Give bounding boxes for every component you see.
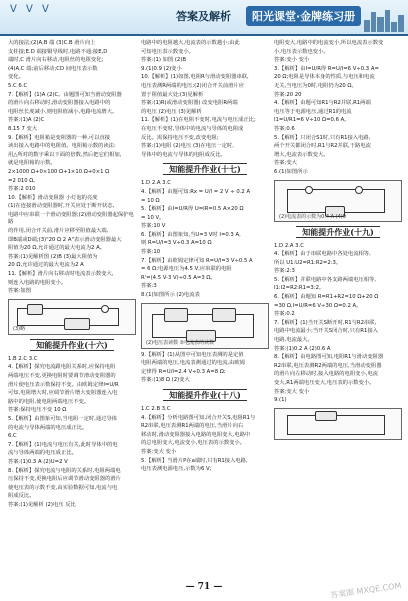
answer-line: 1.D 2.A 3.C [274, 242, 304, 249]
answer-line: 答案:(1)0.2 A (2)0.6 A [274, 345, 331, 352]
answer-line: 端时,C 滑片向右移动,电阻丝的电阻变化; [8, 57, 104, 64]
answer-line: 则连入电路的电阻变小。 [8, 279, 67, 286]
answer-line: 20 Ω;电阻是导体本身的性质,与电压和电流 [274, 74, 375, 81]
answer-line: 4.【解析】探究电流跟电阻关系时,应保持电阻 [8, 364, 116, 371]
answer-line: 两个开关都闭合时,R1与R2并联,干路电流 [274, 143, 371, 150]
answer-line: = 6 Ω;电源电压为4.5 V,应串联的电阻 [141, 266, 232, 273]
answer-line: 6.【解析】由题知 R=R1+R2=10 Ω+20 Ω [274, 294, 379, 301]
answer-line: 9.【解析】(1)从图中可知电压表测的是定值 [141, 351, 244, 358]
answer-line: 滑片使电压表示数保持不变。由欧姆定律I=U/R [8, 381, 119, 388]
answer-line: 8.【解析】由电路图可知,电阻R1与滑动变阻器 [274, 354, 384, 361]
answer-line: 1.C 2.B 3.C [141, 406, 171, 412]
answer-line: R2串联,电压表测R2两端的电压,当滑动变阻器 [274, 362, 382, 369]
answer-line: 压保持不变,更换电阻后应调节滑动变阻器的滑片 [8, 476, 121, 483]
answer-line: I1=U/R1=6 V÷10 Ω=0.6 A。 [274, 117, 350, 124]
answer-line: 变大,R1两端电压变大,电压表的示数变小。 [274, 380, 375, 386]
answer-line: 在电压不变时,导体中的电流与导体的电阻成 [141, 125, 244, 132]
answer-line: 电阻变大,电路中的电流变小,所以电流表示数变 [274, 40, 384, 46]
answer-line: 电阻两端的电压,电流表测通过的电流,由欧姆 [141, 360, 246, 367]
answer-line: 的电流与导体两端的电压成正比。 [8, 424, 88, 431]
answer-line: 导体中的电流与导体的电阻成反比。 [141, 151, 226, 158]
answer-line: (4)A,C 端;前后移动;CD 间电压表示数 [8, 65, 98, 72]
answer-block [141, 406, 269, 474]
answer-line: 5.【解析】并联电路中各支路两端电压相等, [274, 276, 377, 283]
circuit-figure [8, 299, 136, 335]
circuit-figure [141, 303, 269, 349]
answer-block [8, 356, 136, 510]
header-title-book: 阳光课堂·金牌练习册 [246, 6, 361, 26]
answer-line: 6.【解析】由图象知,当U=3 V时 I=0.3 A, [141, 231, 241, 238]
answer-line: 增大,电流表示数变大。 [274, 151, 329, 158]
answer-line: 流与导体两端的电压成正比。 [8, 450, 77, 457]
answer-line: 大的接法;(2)A,B 端 (3)C.B 滑片向上 [8, 40, 96, 46]
answer-line: 4.【解析】由题可知:Rx = U/I = 2 V ÷ 0.2 A [141, 188, 251, 195]
answer-line: 答案:变小 变小 [274, 57, 310, 64]
answer-line: 答案:(1)见解析 (2)电压 反比 [8, 501, 76, 508]
answer-block [141, 180, 269, 299]
answer-line: 4.【解析】分析电路图可知,闭合开关S,电阻R1与 [141, 414, 256, 421]
answer-line: 答案:10 V [141, 223, 166, 230]
answer-line: 10.【解析】滑动变阻器 小灯泡的亮度 [8, 194, 98, 201]
answer-line: 5.C 6.C [8, 82, 28, 89]
column-middle [141, 40, 269, 475]
answer-line: 5.【解析】当滑片P在a端时,只有R1接入电路, [141, 457, 248, 464]
answer-line: R2串联,电压表测R1两端的电压,当滑片向右 [141, 423, 244, 430]
answer-line: 可知电压表示数变小。 [141, 48, 194, 55]
answer-line: 答案:10 [141, 249, 161, 256]
answer-line: 9.(1)0.9 (2)变小 [141, 65, 182, 72]
answer-line: 电路中电流最小;当开关S闭合时,只有R1接入 [274, 328, 378, 335]
section-title: 知能提升作业(十八) [141, 390, 269, 401]
answer-line: 的滑片向右移动时,滑动变阻器接入电路中的 [8, 100, 111, 107]
answer-line: 答案:0.2 [274, 311, 295, 318]
bird-decoration-icon: ᐯ ᐯ ᐯ [10, 4, 52, 15]
answer-line: 6.C [8, 433, 17, 440]
figure-caption: (2)电流表的示数为0.4 A (4)9 [279, 213, 346, 220]
answer-line: 1.B 2.C 3.C [8, 355, 38, 362]
answer-line: 电压等于电源电压,通过R1的电流 [274, 108, 352, 115]
answer-line: 支柱接;E.D 端接铜导线时,电路不通;接E,D [8, 48, 108, 55]
figure-caption: (3)略 [13, 325, 26, 332]
answer-line: 7.【解析】(1)A (2)C。由题图可知当滑动变阻器 [8, 91, 122, 98]
answer-line: =30 Ω,I=U/R=6 V÷30 Ω=0.2 A。 [274, 302, 362, 309]
answer-line: 电阻丝长度减小,则电阻值减小,电路电流增大。 [8, 108, 118, 115]
answer-line: 10.【解析】(1)如图,电阻R与滑动变阻器串联, [141, 74, 249, 81]
answer-line: 即B端或D端;(3)"20 Ω 2 A"表示滑动变阻器最大 [8, 236, 122, 243]
answer-line: 置于阻值最大处;(3)见解析 [141, 91, 204, 98]
answer-line: 电压表测R两端的电压;(2)闭合开关前滑片应 [141, 82, 245, 89]
answer-line: 8.15 7 变大 [8, 125, 38, 132]
answer-line: 所以 U1:U2=R1:R2=2:3。 [274, 259, 342, 266]
answer-line: 小,电压表示数也变小。 [274, 48, 329, 55]
answer-line: 则 R=U/I=3 V÷0.3 A=10 Ω [141, 240, 212, 247]
answer-line: 答案:变大 [274, 160, 297, 167]
answer-line: 路中的电阻,使电阻两端电压不变。 [8, 398, 90, 405]
answer-line: 就是电阻箱的示数。 [8, 160, 56, 167]
circuit-figure [274, 408, 402, 440]
answer-line: 7.【解析】由欧姆定律可知 R=U/I=3 V÷0.5 A [141, 257, 253, 264]
answer-line: 4.【解析】由于串联电路中各处电流相等, [274, 251, 371, 258]
answer-line: 4.【解析】由题可知R1与R2并联,R1两端 [274, 100, 371, 107]
answer-line: 答案:(1)电阻 (2)电压 (3)在电压一定时, [141, 143, 234, 150]
answer-line: (1)在连接滑动变阻器时,开关应处于断开状态, [8, 203, 115, 210]
answer-line: 2×1000 Ω+0×100 Ω+1×10 Ω+0×1 Ω [8, 168, 110, 175]
figure-caption: (2)电压表读数 ②电流表的读数 [146, 339, 215, 346]
answer-line: 阻成反比。 [8, 493, 35, 500]
answer-line: 9.【解析】电阻箱是变阻器的一种,可以直接 [8, 134, 111, 141]
answer-line: 的电压 (2)电压 (3)见解析 [141, 108, 202, 115]
city-skyline-icon [364, 10, 404, 32]
answer-line: 电路中的电阻越大,电流表的示数越小;由此 [141, 40, 240, 46]
circuit-figure [274, 180, 402, 222]
answer-line: 可知,电阻增大时,应调节滑片增大变阻器连入电 [8, 390, 118, 397]
answer-line: R'=(4.5 V-3 V)÷0.5 A=3 Ω。 [141, 274, 216, 281]
answer-line: 8.【解析】探究电流与电阻的关系时,电阻两端电 [8, 467, 121, 474]
answer-line: 答案:(1) 如图 (2)B [141, 57, 186, 64]
answer-line: 5.【解析】由图象可知,当电阻一定时,通过导体 [8, 415, 118, 422]
answer-block [274, 40, 402, 177]
answer-line: 答案:(1)0.3 A (2)U=2 V [8, 458, 68, 465]
answer-line: 的总电阻变大,电流变小,电压表的示数变小。 [141, 440, 246, 447]
answer-line: 电路,电流最大。 [274, 337, 313, 344]
answer-block [274, 243, 402, 405]
answer-line: 答案:变大 变小 [274, 388, 310, 395]
answer-block [141, 40, 269, 159]
answer-line: 答案:20 20 [274, 91, 302, 98]
answer-block [141, 352, 269, 385]
column-left [8, 40, 136, 511]
answer-line: = 10 V。 [141, 214, 165, 221]
answer-line: 用△所对的数字乘以下面的倍数,然后把它们相加, [8, 151, 122, 158]
section-title: 知能提升作业(十七) [141, 164, 269, 175]
answer-line: 反比。需保持电压不变,改变电阻; [141, 134, 219, 141]
page-number: — 71 — [185, 582, 223, 592]
answer-line: 的作用,闭合开关前,滑片应移至阻值最大端, [8, 228, 109, 235]
answer-line: 答案:保持电压不变 10 Ω [8, 407, 67, 414]
answer-line: 电路中应串联一个滑动变阻器;(2)滑动变阻器起保护电路 [8, 211, 134, 226]
answer-line: 阻值为20 Ω,允许通过的最大电流为2 A。 [8, 245, 105, 252]
page-header [0, 0, 408, 36]
answer-line: 11.【解析】滑片向右移动时电流表示数变大, [8, 271, 114, 278]
answer-line: 使电压表的示数不变,由实验数据可知,电流与电 [8, 484, 118, 491]
answer-line: 3.【解析】由I=U/R得 R=U/I=6 V÷0.3 A= [274, 65, 379, 72]
answer-line: 1.D 2.A 3.C [141, 180, 171, 187]
answer-line: 答案:如图 [8, 288, 31, 295]
answer-line: 移动时,滑动变阻器接入电路的电阻变大,电路中 [141, 431, 251, 438]
answer-line: 无关,当电压为0时,电阻仍为20 Ω。 [274, 82, 357, 89]
answer-block [8, 40, 136, 296]
answer-line: 7.【解析】(1)电流与电压有关,此时导体中的电 [8, 441, 118, 448]
answer-line: 9.(1) [274, 397, 287, 404]
answer-line: = 10 Ω [141, 197, 160, 204]
answer-line: 答案:(1)见解析图 (2)B (3)最大阻值为 [8, 253, 98, 260]
answer-line: 11.【解析】(1)在电阻不变时,电流与电压成正比; [141, 117, 256, 124]
answer-line: 答案:0.6 [274, 125, 295, 132]
answer-line: 6.(1)如图所示 [274, 168, 308, 175]
answer-line: 5.【解析】由I=U/R得 U=IR=0.5 A×20 Ω [141, 206, 244, 213]
answer-line: =2 010 Ω。 [8, 177, 39, 184]
answer-line: 的滑片向左移动时,接入电路的电阻变小,电流 [274, 371, 379, 378]
answer-line: 定律得 R=U/I=2.4 V÷0.3 A=8 Ω; [141, 368, 226, 375]
answer-line: 变化。 [8, 74, 24, 81]
answer-line: 答案:(1)R(或滑动变阻器) 改变电阻R两端 [141, 100, 238, 107]
answer-line: 读出接入电路中的电阻值。电阻箱示数的读法: [8, 143, 116, 150]
answer-line: 答案:2:3 [274, 268, 295, 275]
answer-line: 电压表测电源电压,示数为6 V; [141, 466, 212, 473]
answer-line: 5.【解析】只闭合S1时,只有R1接入电路, [274, 134, 371, 141]
answer-line: 答案:2 010 [8, 186, 36, 193]
section-title: 知能提升作业(十九) [274, 227, 402, 238]
watermark-logo: 答案圈 MXQE.COM [330, 581, 403, 600]
answer-line: 8.(1)如图所示 (2)电流表 [141, 292, 200, 299]
answer-line: 7.【解析】(1)当开关S断开时,R1与R2串联, [274, 319, 377, 326]
header-title-answers: 答案及解析 [176, 10, 231, 23]
answer-line: 答案:(1)A (2)C [8, 117, 45, 124]
answer-line: 答案:3 [141, 283, 157, 290]
answer-line: 20 Ω,允许通过的最大电流为2 A [8, 262, 84, 269]
answer-line: 两端电压不变,更换电阻时要调节滑动变阻器的 [8, 373, 116, 379]
answer-line: I1:I2=R2:R1=3:2。 [274, 285, 325, 292]
column-right [274, 40, 402, 443]
section-title: 知能提升作业(十六) [8, 340, 136, 351]
answer-line: 答案:变大 变小 [141, 448, 177, 455]
answer-line: 答案:(1)8 Ω (2)变大 [141, 377, 190, 384]
